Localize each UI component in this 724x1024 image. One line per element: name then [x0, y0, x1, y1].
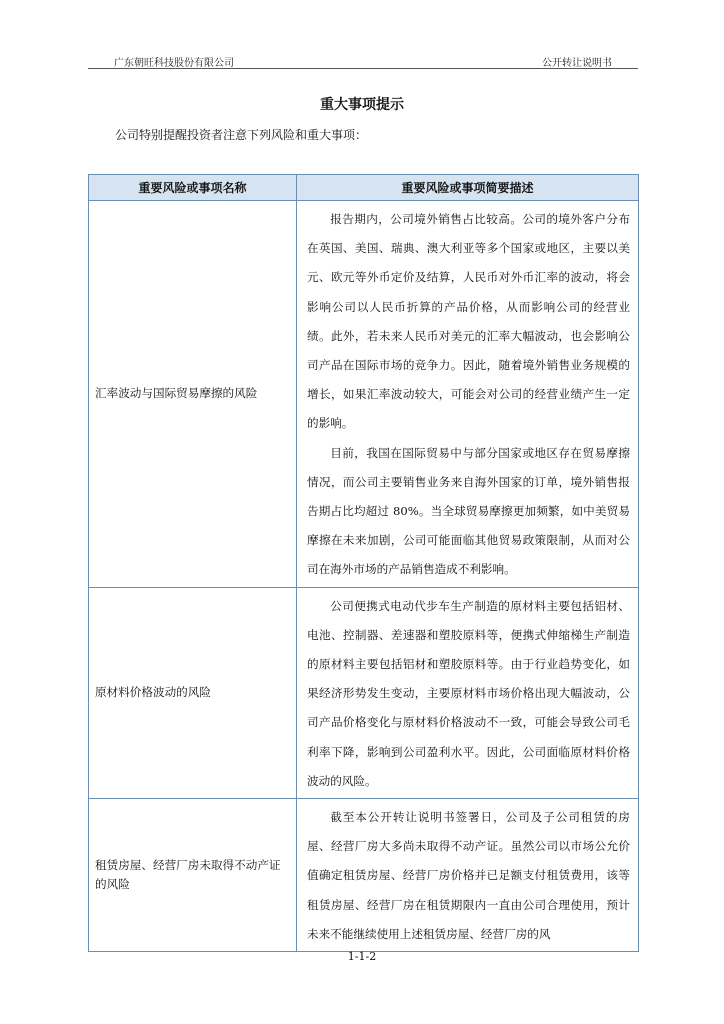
risk-description-cell [297, 201, 639, 588]
risk-description-cell [297, 799, 639, 952]
description-paragraph: 公司便携式电动代步车生产制造的原材料主要包括铝材、电池、控制器、差速器和塑胶原料等，便携式伸缩梯生产制造的原材料主要包括铝材和塑胶原料等。由于行业趋势变化，如果经济形势发生变动，主要原材料市场价格出现大幅波动，公司产品价格变化与原材料价格波动不一致，可能会导致公司毛利率下降，影响到公司盈利水平。因此，公司面临原材料价格波动的风险。 [307, 598, 630, 788]
risk-name-cell: 汇率波动与国际贸易摩擦的风险 [89, 201, 297, 588]
table-row [89, 799, 639, 952]
table-row [89, 587, 639, 798]
intro-text: 公司特别提醒投资者注意下列风险和重大事项： [115, 128, 368, 142]
risk-name-cell: 原材料价格波动的风险 [89, 587, 297, 798]
page-number: 1-1-2 [347, 950, 377, 963]
risk-name-cell: 租赁房屋、经营厂房未取得不动产证的风险 [89, 799, 297, 952]
description-paragraph: 截至本公开转让说明书签署日，公司及子公司租赁的房屋、经营厂房大多尚未取得不动产证。虽然公司以市场公允价值确定租赁房屋、经营厂房价格并已足额支付租赁费用，该等租赁房屋、经营厂房在租赁期限内一直由公司合理使用，预计未来不能继续使用上述租赁房屋、经营厂房的风 [307, 810, 630, 941]
page-title: 重大事项提示 [320, 97, 404, 113]
page-header [88, 52, 638, 69]
description-paragraph: 报告期内，公司境外销售占比较高。公司的境外客户分布在英国、美国、瑞典、澳大利亚等多个国家或地区，主要以美元、欧元等外币定价及结算，人民币对外币汇率的波动，将会影响公司以人民币折算的产品价格，从而影响公司的经营业绩。此外，若未来人民币对美元的汇率大幅波动，也会影响公司产品在国际市场的竞争力。因此，随着境外销售业务规模的增长，如果汇率波动较大，可能会对公司的经营业绩产生一定的影响。 [307, 212, 630, 431]
column-header-risk-description: 重要风险或事项简要描述 [297, 175, 639, 201]
table-row [89, 201, 639, 588]
description-paragraph: 目前，我国在国际贸易中与部分国家或地区存在贸易摩擦情况，而公司主要销售业务来自海外国家的订单，境外销售报告期占比均超过 80%。当全球贸易摩擦更加频繁，如中美贸易摩擦在未来加剧，公司可能面临其他贸易政策限制，从而对公司在海外市场的产品销售造成不利影响。 [307, 445, 630, 577]
risk-description-cell [297, 587, 639, 798]
header-company-name: 广东朝旺科技股份有限公司 [114, 58, 234, 69]
header-document-type: 公开转让说明书 [542, 58, 612, 69]
risk-table [88, 174, 639, 952]
column-header-risk-name: 重要风险或事项名称 [89, 175, 297, 201]
table-header-row [89, 175, 639, 201]
